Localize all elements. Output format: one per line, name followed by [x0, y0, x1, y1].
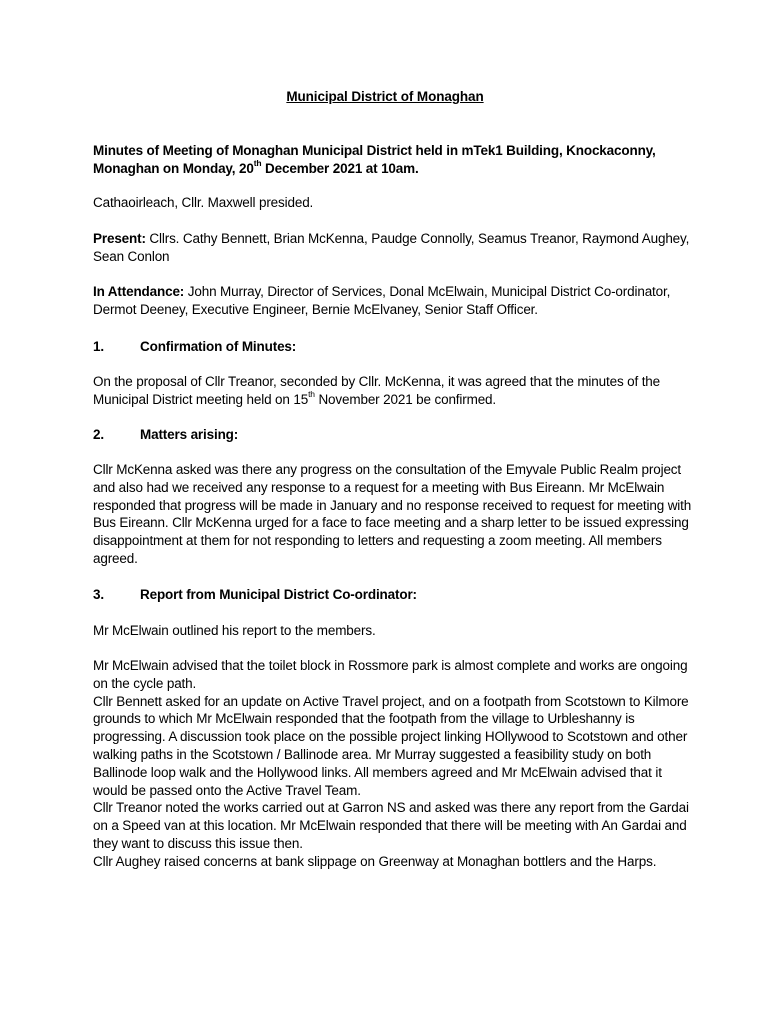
- meeting-intro: [93, 142, 693, 178]
- attendance-text: John Murray, Director of Services, Donal McElwain, Municipal District Co-ordinator, Dermot Deeney, Executive Engineer, Bernie McElvaney, Senior Staff Officer.: [93, 284, 671, 317]
- intro-date-suffix: th: [253, 158, 262, 169]
- section2-text: Cllr McKenna asked was there any progress on the consultation of the Emyvale Public Realm project and also had we received any response to a request for a meeting with Bus Eireann. Mr McElwain responded that progress will be made in January and no response received to request for meeting with Bus Eireann. Cllr McKenna urged for a face to face meeting and a sharp letter to be issued expressing disappointment at them for not responding to letters and requesting a zoom meeting. All members agreed.: [93, 462, 692, 566]
- section-title: Matters arising:: [140, 427, 239, 442]
- section1-text-start: On the proposal of Cllr Treanor, seconded by Cllr. McKenna, it was agreed that the minutes of the Municipal District meeting held on 15: [93, 374, 661, 407]
- attendance-label: In Attendance:: [93, 284, 185, 299]
- section-number: 3.: [93, 587, 104, 602]
- section-title: Confirmation of Minutes:: [140, 339, 297, 354]
- section-heading-3: [93, 586, 693, 604]
- section3-paragraph: Cllr Bennett asked for an update on Active Travel project, and on a footpath from Scotstown to Kilmore grounds to which Mr McElwain responded that the footpath from the village to Urbleshanny is progressing. A discussion took place on the possible project linking HOllywood to Scotstown and other walking paths in the Scotstown / Ballinode area. Mr Murray suggested a feasibility study on both Ballinode loop walk and the Hollywood links. All members agreed and Mr McElwain advised that it would be passed onto the Active Travel Team.: [93, 693, 689, 798]
- section3-outline: Mr McElwain outlined his report to the members.: [93, 623, 376, 638]
- section1-text: [93, 373, 693, 409]
- section3-body: [93, 657, 693, 871]
- present-paragraph: [93, 230, 693, 266]
- attendance-paragraph: [93, 283, 693, 319]
- intro-text: Minutes of Meeting of Monaghan Municipal District held in mTek1 Building, Knockaconny, Monaghan on Monday, 20: [93, 143, 656, 176]
- section3-paragraph: Cllr Treanor noted the works carried out at Garron NS and asked was there any report from the Gardai on a Speed van at this location. Mr McElwain responded that there will be meeting with An Gardai and they want to discuss this issue then.: [93, 800, 689, 851]
- presided-line: Cathaoirleach, Cllr. Maxwell presided.: [93, 195, 314, 210]
- section1-text-end: November 2021 be confirmed.: [314, 391, 497, 407]
- section3-paragraph: Cllr Aughey raised concerns at bank slippage on Greenway at Monaghan bottlers and the Harps.: [93, 853, 657, 869]
- present-text: Cllrs. Cathy Bennett, Brian McKenna, Paudge Connolly, Seamus Treanor, Raymond Aughey, Sean Conlon: [93, 231, 690, 264]
- section-title: Report from Municipal District Co-ordinator:: [140, 587, 417, 602]
- present-label: Present:: [93, 231, 146, 246]
- section-number: 1.: [93, 339, 104, 354]
- intro-text-end: December 2021 at 10am.: [261, 160, 419, 176]
- section-heading-1: [93, 338, 693, 356]
- section-number: 2.: [93, 427, 104, 442]
- section-heading-2: [93, 426, 693, 444]
- section3-paragraph: Mr McElwain advised that the toilet block in Rossmore park is almost complete and works are ongoing on the cycle path.: [93, 658, 688, 691]
- section1-date-suffix: th: [308, 389, 315, 400]
- page-title: Municipal District of Monaghan: [286, 89, 484, 104]
